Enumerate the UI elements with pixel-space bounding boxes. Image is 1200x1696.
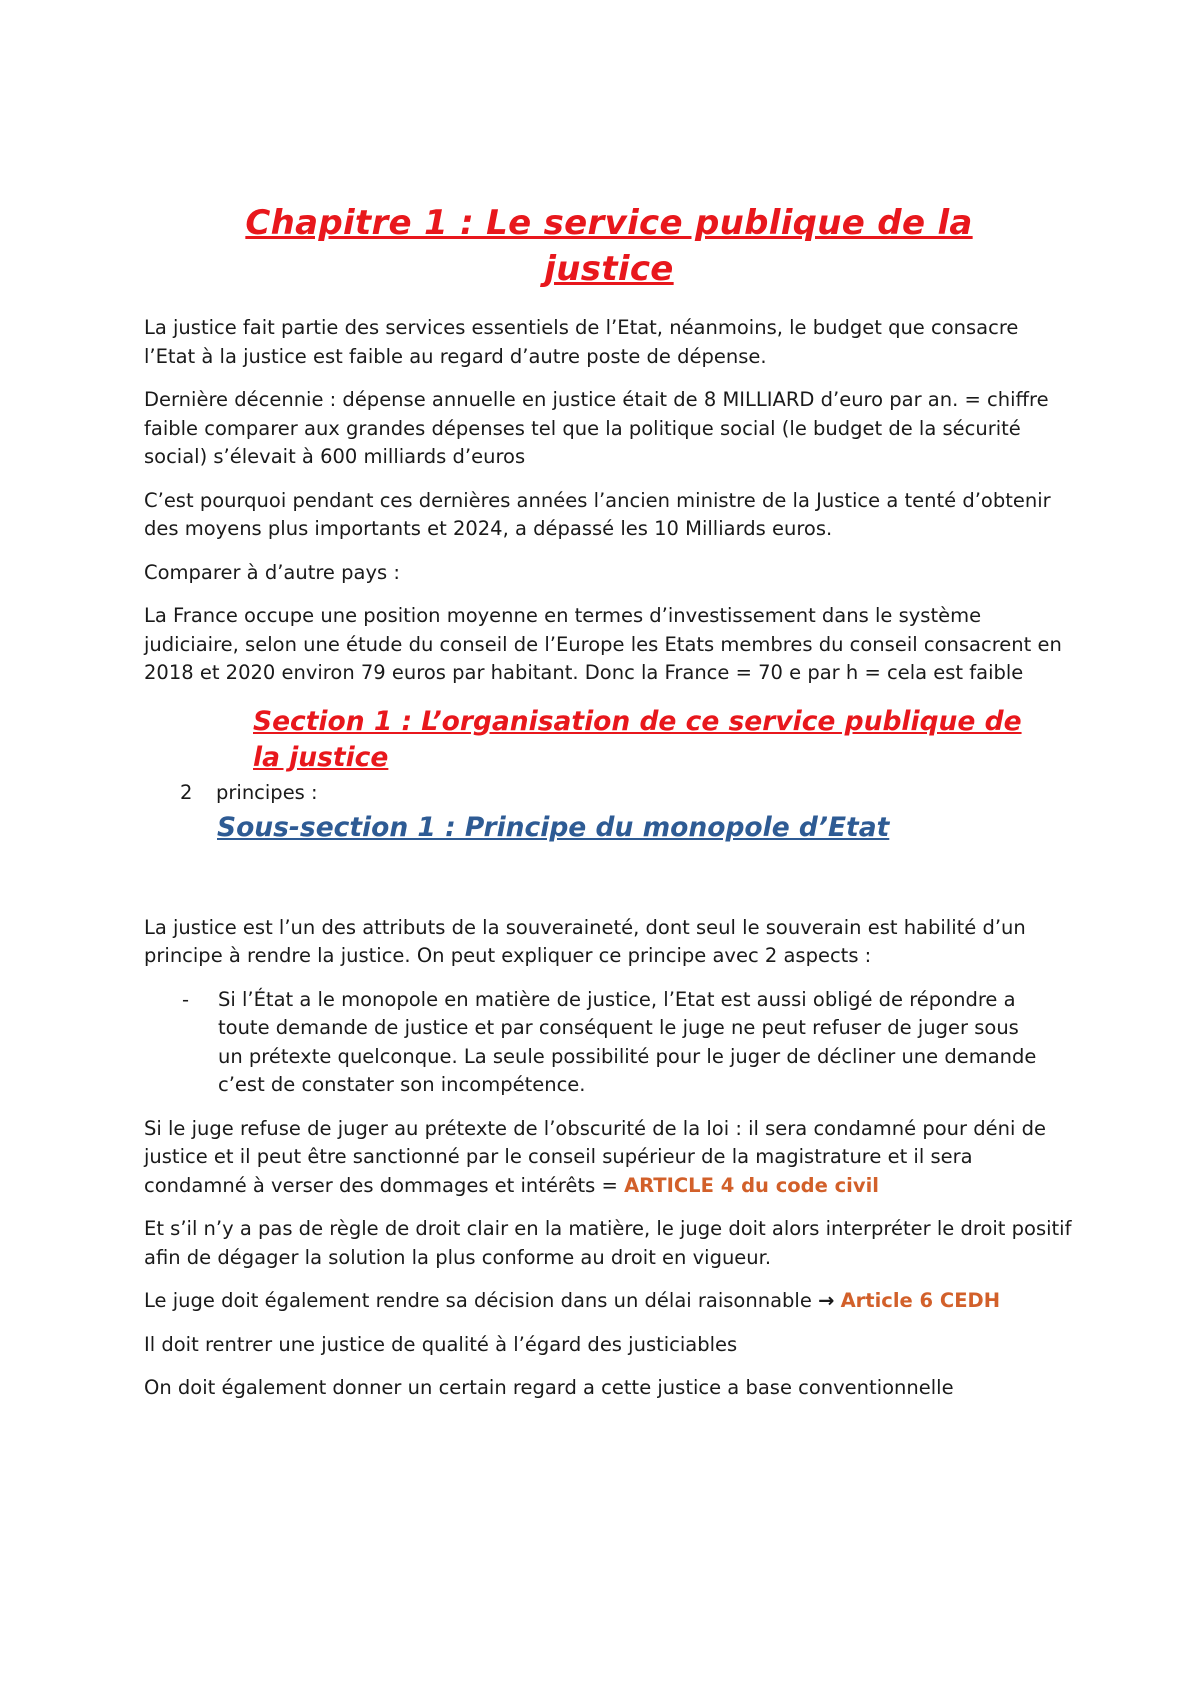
chapter-title [144,200,1074,292]
principes-label: principes : [216,780,318,804]
delai-text: Le juge doit également rendre sa décision dans un délai raisonnable [144,1289,819,1312]
principes-line [144,778,1074,808]
paragraph-interpret: Et s’il n’y a pas de règle de droit clair en la matière, le juge doit alors interpréter le droit positif afin de dégager la solution la plus conforme au droit en vigueur. [144,1217,1072,1269]
section-1-heading: Section 1 : L’organisation de ce service publique de la justice [253,705,1022,773]
deni-justice-text: Si le juge refuse de juger au prétexte de l’obscurité de la loi : il sera condamné pour déni de justice et il peut être sanctionné par le conseil supérieur de la magistrature et il sera condamné à verser des dommages et intérêts = [144,1116,1046,1197]
paragraph-decade-budget: Dernière décennie : dépense annuelle en justice était de 8 MILLIARD d’euro par an. = chiffre faible comparer aux grandes dépenses tel que la politique social (le budget de la sécurité social) s’élevait à 600 milliards d’euros [144,388,1049,468]
paragraph-minister: C’est pourquoi pendant ces dernières années l’ancien ministre de la Justice a tenté d’obtenir des moyens plus importants et 2024, a dépassé les 10 Milliards euros. [144,488,1051,540]
document-body [144,200,1074,1403]
section-heading-wrap [253,704,1053,776]
principes-number: 2 [180,780,193,804]
paragraph-intro: La justice fait partie des services essentiels de l’Etat, néanmoins, le budget que consacre l’Etat à la justice est faible au regard d’autre poste de dépense. [144,316,1019,368]
paragraph-france-position: La France occupe une position moyenne en termes d’investissement dans le système judiciaire, selon une étude du conseil de l’Europe les Etats membres du conseil consacrent en 2018 et 2020 environ 79 euros par habitant. Donc la France = 70 e par h = cela est faible [144,604,1062,684]
bullet-monopole: Si l’État a le monopole en matière de justice, l’Etat est aussi obligé de répondre a toute demande de justice et par conséquent le juge ne peut refuser de juger sous un prétexte quelconque. La seule possibilité pour le juger de décliner une demande c’est de constater son incompétence. [218,987,1037,1096]
paragraph-compare: Comparer à d’autre pays : [144,560,400,584]
paragraph-conventionnelle: On doit également donner un certain regard a cette justice a base conventionnelle [144,1376,954,1399]
paragraph-qualite: Il doit rentrer une justice de qualité à l’égard des justiciables [144,1332,738,1356]
chapter-title-line2: justice [544,249,674,289]
arrow-right-icon: → [818,1289,835,1312]
bullet-dash: - [182,987,190,1011]
chapter-title-line1: Chapitre 1 : Le service publique de la [245,203,973,243]
paragraph-delai [144,1287,1074,1316]
subsection-1-heading: Sous-section 1 : Principe du monopole d’Etat [217,811,890,843]
article-6-cedh-ref: Article 6 CEDH [840,1289,1001,1312]
paragraph-sovereignty: La justice est l’un des attributs de la souveraineté, dont seul le souverain est habilité d’un principe à rendre la justice. On peut expliquer ce principe avec 2 aspects : [144,915,1026,967]
paragraph-deni-justice [144,1115,1074,1201]
article-4-code-civil-ref: ARTICLE 4 du code civil [624,1173,879,1197]
list-item [144,986,1074,1100]
